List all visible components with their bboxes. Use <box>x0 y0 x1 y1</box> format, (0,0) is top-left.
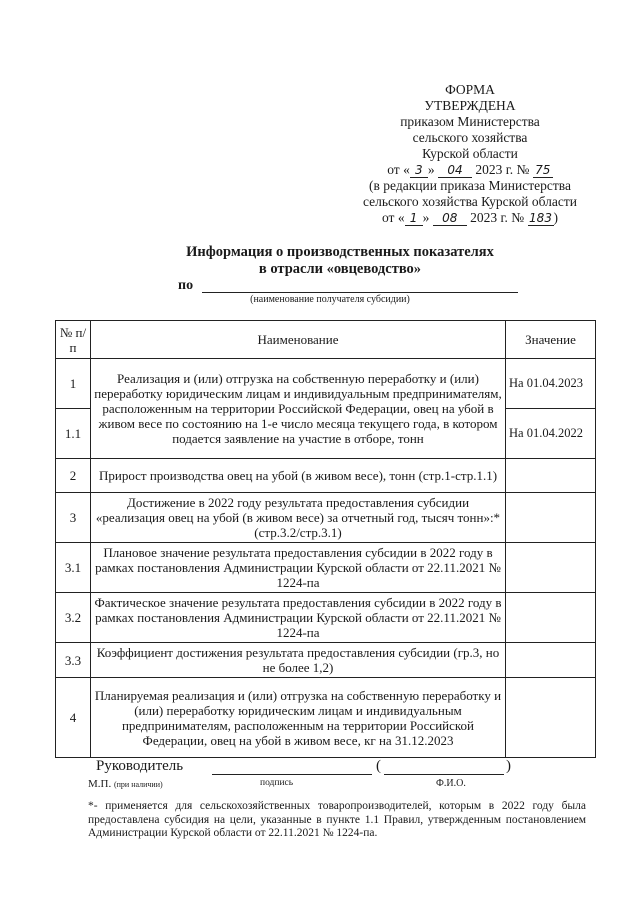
approval-date-line: от « 3 » 04 2023 г. № 75 <box>330 162 610 178</box>
stamp-label: М.П. (при наличии) <box>88 778 163 790</box>
row-value[interactable] <box>506 593 596 643</box>
row-name: Плановое значение результата предоставления субсидии в 2022 году в рамках постановления Администрации Курской области от 22.11.2021 № 1224-па <box>91 543 506 593</box>
row-value[interactable] <box>506 643 596 678</box>
table-row <box>56 593 596 643</box>
header-value: Значение <box>506 321 596 359</box>
approval-month: 04 <box>438 164 472 178</box>
edition-order-number: 183 <box>529 211 552 225</box>
header-number: № п/п <box>56 321 91 359</box>
approval-line-3: Курской области <box>422 146 518 161</box>
table-header-row <box>56 321 596 359</box>
table-row <box>56 543 596 593</box>
recipient-line[interactable] <box>202 292 518 293</box>
open-paren: ( <box>376 758 381 774</box>
row-number: 4 <box>56 678 91 758</box>
close-paren: ) <box>506 758 511 774</box>
approval-line-2: сельского хозяйства <box>412 130 528 145</box>
row-number: 3 <box>56 493 91 543</box>
stamp-note: (при наличии) <box>113 780 163 789</box>
approval-line-1: приказом Министерства <box>400 114 540 129</box>
row-value[interactable]: На 01.04.2022 <box>506 409 596 459</box>
forma-label: ФОРМА <box>445 82 495 97</box>
row-value[interactable] <box>506 678 596 758</box>
po-label: по <box>178 278 194 293</box>
approval-header <box>330 82 610 226</box>
edition-day: 1 <box>405 212 423 226</box>
row-number: 3.3 <box>56 643 91 678</box>
row-number: 1 <box>56 359 91 409</box>
footnote: *- применяется для сельскохозяйственных товаропроизводителей, которым в 2022 году была предоставлена субсидия на цели, указанные в пункте 1.1 Правил, утвержденным постановлением Администрации Курской области от 22.11.2021 № 1224-па. <box>88 800 586 839</box>
title-line-1: Информация о производственных показателях <box>186 244 494 260</box>
table-row <box>56 678 596 758</box>
row-name: Прирост производства овец на убой (в живом весе), тонн (стр.1-стр.1.1) <box>91 459 506 493</box>
row-name: Планируемая реализация и (или) отгрузка на собственную переработку и (или) переработку юридическим лицам и индивидуальным предпринимателям, расположенным на территории Российской Федерации, овец на убой в живом весе, кг на 31.12.2023 <box>91 678 506 758</box>
row-name: Реализация и (или) отгрузка на собственную переработку и (или) переработку юридическим лицам и индивидуальным предпринимателям, расположенным на территории Российской Федерации, овец на убой в живом весе по состоянию на 1-е число месяца текущего года, в котором подается заявление на участие в отборе, тонн <box>91 359 506 459</box>
row-number: 2 <box>56 459 91 493</box>
table-row <box>56 493 596 543</box>
row-number: 3.2 <box>56 593 91 643</box>
approval-order-number: 75 <box>533 164 553 178</box>
row-name: Достижение в 2022 году результата предоставления субсидии «реализация овец на убой (в живом весе) за отчетный год, тысяч тонн»:* (стр.3.2/стр.3.1) <box>91 493 506 543</box>
indicators-table <box>55 320 596 758</box>
fio-caption: Ф.И.О. <box>436 778 466 789</box>
head-label: Руководитель <box>96 758 184 774</box>
row-number: 3.1 <box>56 543 91 593</box>
signature-line[interactable] <box>212 774 372 775</box>
signature-block <box>88 758 608 798</box>
edition-month: 08 <box>433 212 467 226</box>
row-name: Коэффициент достижения результата предоставления субсидии (гр.3, но не более 1,2) <box>91 643 506 678</box>
approved-label: УТВЕРЖДЕНА <box>424 98 516 113</box>
row-name: Фактическое значение результата предоставления субсидии в 2022 году в рамках постановления Администрации Курской области от 22.11.2021 № 1224-па <box>91 593 506 643</box>
signature-caption: подпись <box>260 778 294 788</box>
edition-date-line: от « 1 » 08 2023 г. № 183 ) <box>381 210 558 225</box>
row-number: 1.1 <box>56 409 91 459</box>
approval-day: 3 <box>410 164 428 178</box>
row-value[interactable]: На 01.04.2023 <box>506 359 596 409</box>
table-row <box>56 359 596 409</box>
title-line-2: в отрасли «овцеводство» <box>258 261 422 277</box>
edition-line-2: сельского хозяйства Курской области <box>362 194 578 209</box>
fio-line[interactable] <box>384 774 504 775</box>
header-name: Наименование <box>91 321 506 359</box>
row-value[interactable] <box>506 459 596 493</box>
table-row <box>56 643 596 678</box>
row-value[interactable] <box>506 493 596 543</box>
edition-line-1: (в редакции приказа Министерства <box>369 178 571 193</box>
table-row <box>56 459 596 493</box>
document-title <box>100 244 580 278</box>
row-value[interactable] <box>506 543 596 593</box>
recipient-hint: (наименование получателя субсидии) <box>250 294 410 305</box>
